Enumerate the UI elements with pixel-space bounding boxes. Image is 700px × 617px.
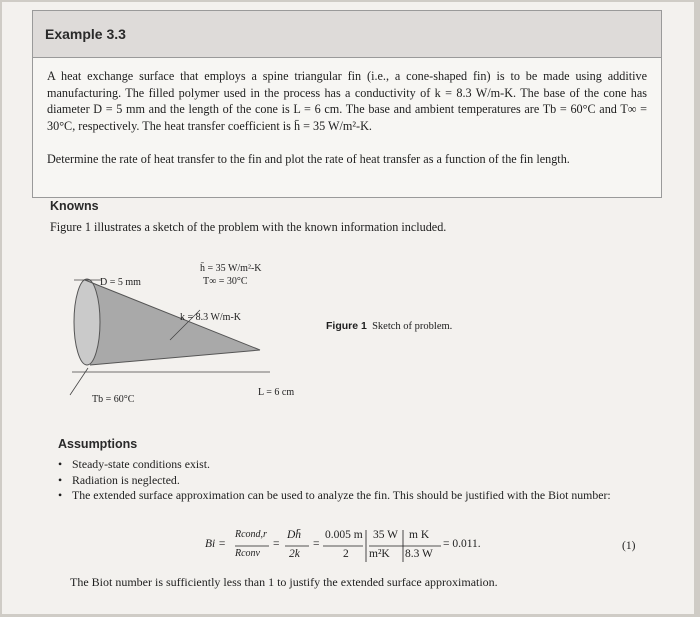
example-header [33,11,661,58]
figure-caption-text: Sketch of problem. [372,321,453,332]
eq-num5: m K [409,529,430,541]
eq-num4: 35 W [373,529,399,541]
list-item: • The extended surface approximation can be used to analyze the fin. This should be justified with the Biot number: [58,488,638,504]
list-item: • Steady-state conditions exist. [58,457,638,473]
knowns-text: Figure 1 illustrates a sketch of the problem with the known information included. [50,220,447,234]
knowns-title: Knowns [50,199,99,213]
figure-caption [326,320,452,332]
example-title: Example 3.3 [45,26,126,42]
conclusion-text: The Biot number is sufficiently less than 1 to justify the extended surface approximation. [70,575,498,589]
eq-den4: m²K [369,548,390,560]
assumptions-list [58,457,638,504]
length-label: L = 6 cm [258,387,295,398]
cone-base [74,279,100,365]
eq-num2: Dh̄ [287,529,302,541]
determine-statement: Determine the rate of heat transfer to the fin and plot the rate of heat transfer as a function of the fin length. [47,152,570,166]
eq-result: = 0.011. [443,538,481,550]
example-box [32,10,662,198]
list-item: • Radiation is neglected. [58,473,638,489]
eq-lhs: Bi = [205,538,226,550]
k-label: k = 8.3 W/m-K [180,312,242,323]
eq-den5: 8.3 W [405,548,433,560]
eq-num1: Rcond,r [235,529,267,540]
tb-label: Tb = 60°C [92,394,135,405]
diameter-label: D = 5 mm [100,277,141,288]
equation-number: (1) [622,540,636,552]
eq-equals1: = [273,538,280,550]
eq-den3: 2 [343,548,349,560]
eq-num3: 0.005 m [325,529,363,541]
cone-fin-sketch [60,250,360,420]
h-label: h̄ = 35 W/m²-K [200,263,262,274]
eq-equals2: = [313,538,320,550]
assumptions-title: Assumptions [58,437,138,451]
tinf-label: T∞ = 30°C [203,276,248,287]
eq-fraction-bars [205,527,505,567]
biot-equation [205,527,505,567]
eq-den2: 2k [289,548,300,560]
figure-caption-number: Figure 1 [326,320,367,332]
eq-den1: Rconv [235,548,260,559]
problem-statement: A heat exchange surface that employs a spine triangular fin (i.e., a cone-shaped fin) is to be made using additive manufacturing. The filled polymer used in the process has a conductivity of k = 8.3 W/m-K. The base of the cone has diameter D = 5 mm and the length of the cone is L = 6 cm. The base and ambient temperatures are Tb = 60°C and T∞ = 30°C, respectively. The heat transfer coefficient is h̄ = 35 W/m²-K. [47,69,647,133]
